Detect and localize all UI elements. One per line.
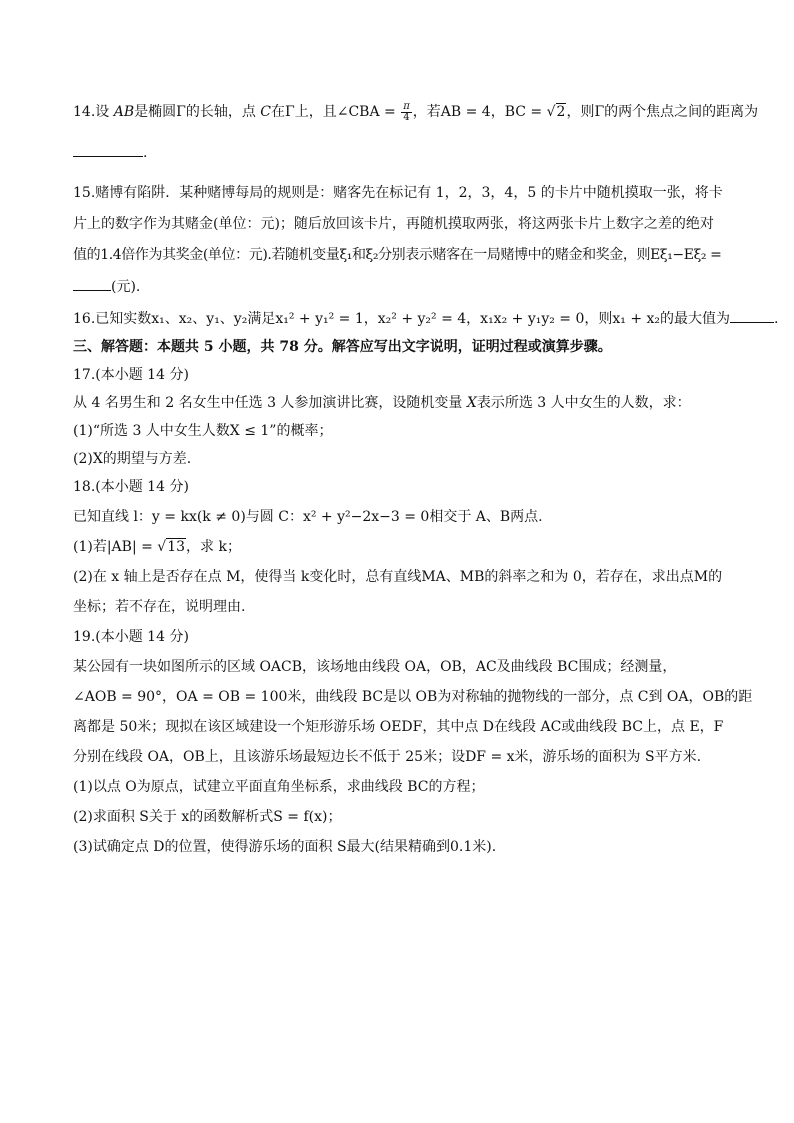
q19-line-3: 离都是 50米；现拟在该区域建设一个矩形游乐场 OEDF，其中点 D在线段 AC或曲线段 BC上，点 E，F	[73, 719, 724, 735]
q18-title: 18.(本小题 14 分)	[73, 479, 189, 495]
question-14	[73, 100, 759, 163]
q15-line-3: 值的1.4倍作为其奖金(单位：元).若随机变量ξ₁和ξ₂分别表示赌客在一局赌博中的赌金和奖金，则Eξ₁−Eξ₂ =	[73, 247, 722, 263]
question-19	[73, 627, 753, 857]
q17-title: 17.(本小题 14 分)	[73, 367, 189, 383]
q14-line-1: 14.设 AB是椭圆Γ的长轴，点 C在Γ上，且∠CBA = $\frac{\pi}{4}$ ，若AB = 4，BC = √2，则Γ的两个焦点之间的距离为	[73, 100, 759, 123]
q15-line-1: 15.赌博有陷阱．某种赌博每局的规则是：赌客先在标记有 1，2，3，4，5 的卡片中随机摸取一张，将卡	[73, 185, 723, 201]
q17-stem: 从 4 名男生和 2 名女生中任选 3 人参加演讲比赛，设随机变量 X表示所选 3 人中女生的人数，求：	[73, 395, 691, 411]
question-17	[73, 365, 723, 469]
q19-line-1: 某公园有一块如图所示的区域 OACB，该场地由线段 OA，OB，AC及曲线段 BC围成；经测量，	[73, 659, 677, 675]
q15-line-2: 片上的数字作为其赌金(单位：元)；随后放回该卡片，再随机摸取两张，将这两张卡片上数字之差的绝对	[73, 216, 714, 232]
q14-fraction: $\frac{\pi}{4}$	[403, 100, 410, 123]
q17-part-1: (1)“所选 3 人中女生人数X ≤ 1”的概率；	[73, 423, 333, 439]
q17-part-2: (2)X的期望与方差.	[73, 451, 192, 467]
q18-part-1: (1)若|AB| = √13，求 k；	[73, 539, 241, 555]
q18-stem: 已知直线 l：y = kx(k ≠ 0)与圆 C：x² + y²−2x−3 = 0相交于 A、B两点.	[73, 509, 543, 525]
q16-answer-blank[interactable]	[730, 308, 774, 323]
q14-line-2: .	[73, 142, 723, 163]
q18-part-2-line-1: (2)在 x 轴上是否存在点 M，使得当 k变化时，总有直线MA、MB的斜率之和为 0，若存在，求出点M的	[73, 569, 723, 585]
q19-line-4: 分别在线段 OA，OB上，且该游乐场最短边长不低于 25米；设DF = x米，游乐场的面积为 S平方米.	[73, 749, 702, 765]
q14-sqrt: √2	[546, 104, 566, 120]
q18-sqrt: √13	[157, 539, 186, 555]
section-3-heading: 三、解答题：本题共 5 小题，共 78 分。解答应写出文字说明，证明过程或演算步骤。	[73, 339, 612, 355]
q15-answer-blank[interactable]	[73, 276, 111, 291]
q19-part-3: (3)试确定点 D的位置，使得游乐场的面积 S最大(结果精确到0.1米).	[73, 839, 497, 855]
q19-part-1: (1)以点 O为原点，试建立平面直角坐标系，求曲线段 BC的方程；	[73, 779, 485, 795]
q16-line: 16.已知实数x₁、x₂、y₁、y₂满足x₁² + y₁² = 1，x₂² + y₂² = 4，x₁x₂ + y₁y₂ = 0，则x₁ + x₂的最大值为 .	[73, 308, 723, 329]
q18-part-2-line-2: 坐标；若不存在，说明理由.	[73, 599, 246, 615]
q19-line-2: ∠AOB = 90°，OA = OB = 100米，曲线段 BC是以 OB为对称轴的抛物线的一部分，点 C到 OA，OB的距	[73, 689, 753, 705]
q19-title: 19.(本小题 14 分)	[73, 629, 189, 645]
q19-part-2: (2)求面积 S关于 x的函数解析式S = f(x)；	[73, 809, 342, 825]
q14-answer-blank[interactable]	[73, 142, 143, 157]
q15-line-4: (元).	[73, 276, 723, 297]
exam-content	[73, 100, 779, 857]
question-18	[73, 477, 723, 617]
question-16	[73, 308, 779, 329]
question-15	[73, 183, 723, 297]
